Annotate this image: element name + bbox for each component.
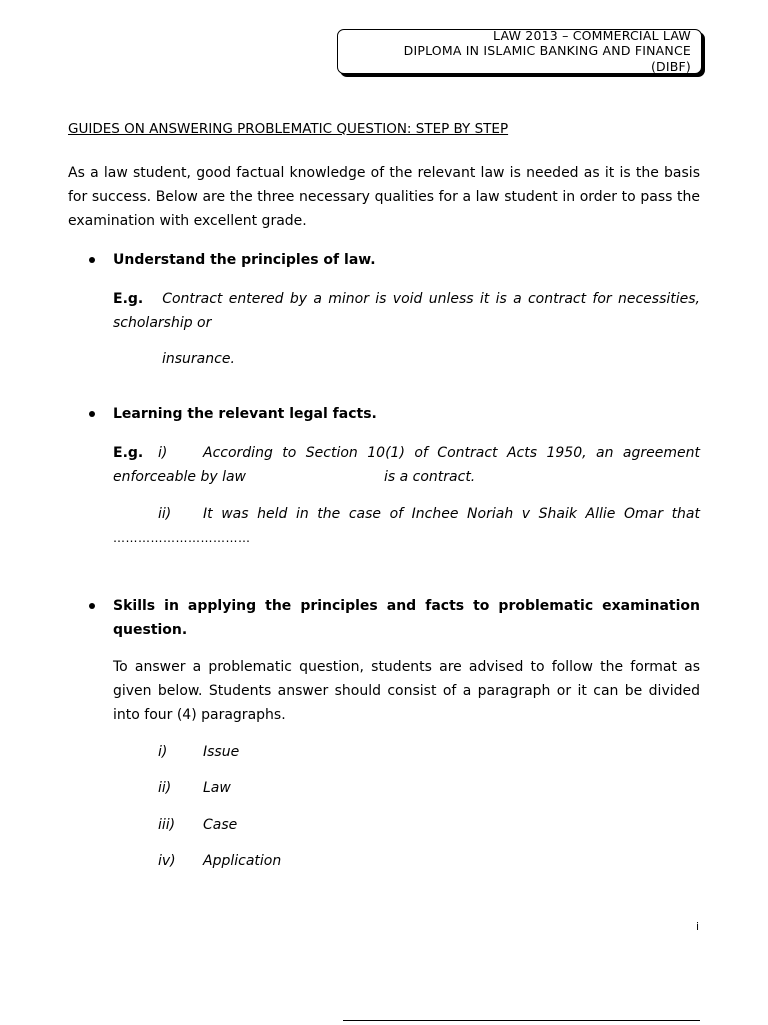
section2-item1-line2a: enforceable by law: [113, 469, 247, 485]
bullet-point: [89, 603, 95, 609]
intro-paragraph: As a law student, good factual knowledge of the relevant law is needed as it is the basis for success. Below are the three necessary qualities for a law student in order to pass the examination with excellent grade.: [68, 165, 700, 229]
section2-item1-text: According to Section 10(1) of Contract Acts 1950, an agreement: [203, 445, 700, 461]
list-item-law: Law: [203, 780, 231, 796]
section2-item2-dots: ……………………………: [113, 531, 251, 545]
section1-eg-label: E.g.: [113, 291, 144, 307]
bullet-point: [89, 257, 95, 263]
section2-item2-num: ii): [158, 506, 172, 522]
page-number: i: [696, 920, 700, 933]
document-title: GUIDES ON ANSWERING PROBLEMATIC QUESTION: STEP BY STEP: [68, 121, 509, 137]
document-header-box: [337, 29, 702, 74]
section3-paragraph: To answer a problematic question, students are advised to follow the format as given below. Students answer should consist of a paragraph or it can be divided into four (4) paragraphs.: [113, 659, 700, 723]
list-item-number: i): [158, 744, 168, 760]
list-item-number: iii): [158, 817, 176, 833]
header-program-abbrev: (DIBF): [650, 59, 691, 74]
section2-eg-label: E.g.: [113, 445, 144, 461]
header-course-code: LAW 2013 – COMMERCIAL LAW: [493, 29, 691, 43]
section1-example: [113, 287, 700, 335]
list-item-number: iv): [158, 853, 176, 869]
list-item-case: Case: [203, 817, 238, 833]
section1-eg-continuation: insurance.: [162, 351, 235, 367]
list-item-application: Application: [203, 853, 282, 869]
next-page-header-fragment: [343, 1020, 700, 1025]
section2-item1-num: i): [158, 445, 168, 461]
bullet-point: [89, 411, 95, 417]
section1-eg-text: Contract entered by a minor is void unless it is a contract for necessities, scholarship or: [113, 291, 701, 331]
list-item-issue: Issue: [203, 744, 240, 760]
header-program-name: DIPLOMA IN ISLAMIC BANKING AND FINANCE: [403, 43, 691, 58]
section2-item2-text: It was held in the case of Inchee Noriah v Shaik Allie Omar that: [203, 506, 700, 522]
section2-item1-line2b: is a contract.: [384, 469, 476, 485]
list-item-number: ii): [158, 780, 172, 796]
section1-heading: Understand the principles of law.: [113, 252, 376, 268]
section3-heading: Skills in applying the principles and facts to problematic examination question.: [113, 598, 700, 638]
section2-heading: Learning the relevant legal facts.: [113, 406, 377, 422]
